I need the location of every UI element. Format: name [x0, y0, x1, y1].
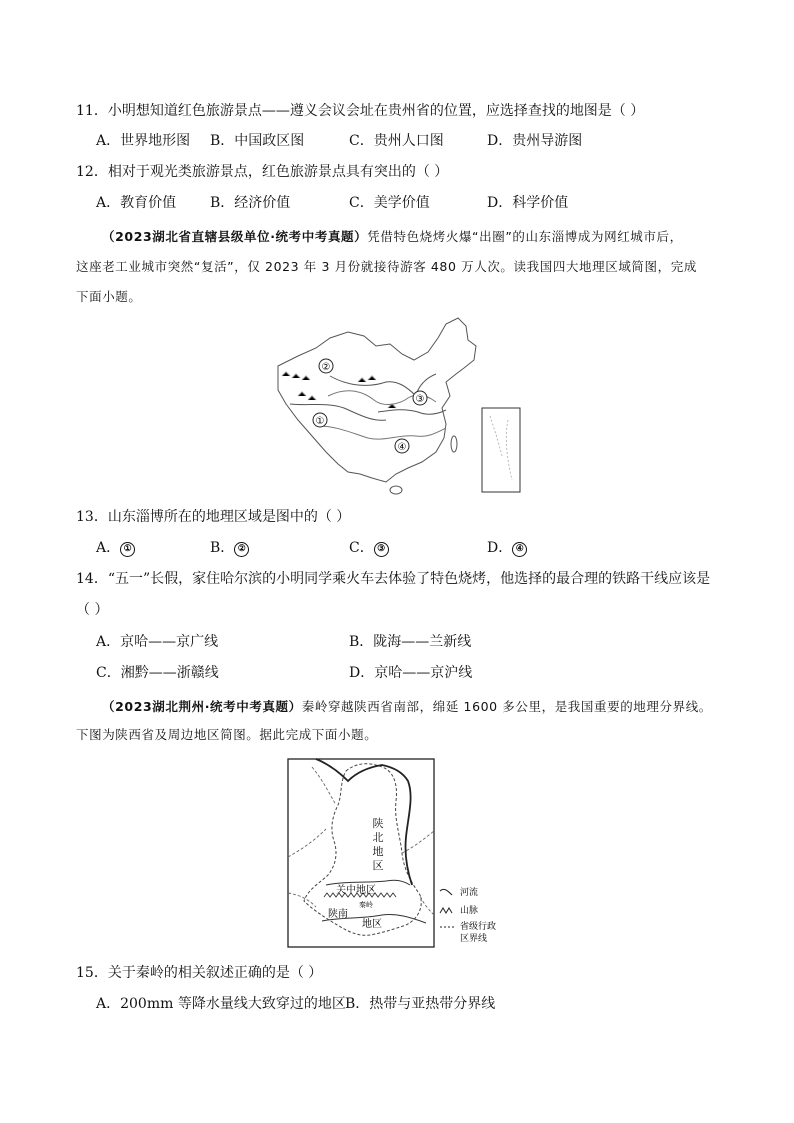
- q14-stem: 14．“五一”长假，家住哈尔滨的小明同学乘火车去体验了特色烧烤，他选择的最合理的铁路干线应该是: [76, 571, 711, 587]
- q13-option-a-mark: ①: [120, 542, 135, 557]
- label-shaannan-diqu: 地区: [362, 919, 382, 930]
- passage1-source: （2023湖北省直辖县级单位·统考中考真题）: [102, 229, 368, 244]
- q14-stem-cont: （ ）: [76, 602, 109, 618]
- q13-option-b: B． ②: [210, 538, 249, 558]
- q13-stem: 13．山东淄博所在的地理区域是图中的（ ）: [76, 509, 351, 525]
- q12-option-a: A．教育价值: [96, 195, 177, 211]
- q12-option-d: D．科学价值: [487, 195, 569, 211]
- passage1-line1: [102, 227, 683, 247]
- q15-option-a: A．200mm 等降水量线大致穿过的地区: [96, 996, 346, 1012]
- passage2-source: （2023湖北荆州·统考中考真题）: [102, 699, 302, 714]
- label-guanzhong: 关中地区: [336, 885, 376, 896]
- q13-option-a: A． ①: [96, 538, 135, 558]
- q11-option-d: D．贵州导游图: [487, 133, 583, 149]
- passage2-line2: 下图为陕西省及周边地区简图。据此完成下面小题。: [76, 727, 378, 742]
- china-regions-map: [268, 316, 528, 498]
- passage2-line1: [102, 697, 712, 717]
- region-label-2: ②: [321, 362, 331, 373]
- q11-stem: 11．小明想知道红色旅游景点——遵义会议会址在贵州省的位置，应选择查找的地图是（ ）: [76, 103, 645, 119]
- q13-option-c-mark: ③: [374, 542, 389, 557]
- q13-option-c: C． ③: [349, 538, 389, 558]
- region-label-1: ①: [315, 416, 325, 427]
- boundary-south-north: [378, 410, 446, 414]
- q14-option-d: D．京哈——京沪线: [349, 665, 473, 681]
- passage2-line1-text: 秦岭穿越陕西省南部，绵延 1600 多公里，是我国重要的地理分界线。: [301, 699, 712, 714]
- passage1-line3: 下面小题。: [76, 289, 142, 304]
- q15-stem: 15．关于秦岭的相关叙述正确的是（ ）: [76, 965, 323, 981]
- taiwan-island: [451, 436, 457, 452]
- q14-option-a: A．京哈——京广线: [96, 634, 219, 650]
- passage1-line1-text: 凭借特色烧烤火爆“出圈”的山东淄博成为网红城市后，: [367, 229, 683, 244]
- q11-option-b: B．中国政区图: [210, 133, 305, 149]
- q13-option-d-mark: ④: [512, 542, 527, 557]
- region-label-4: ④: [397, 442, 407, 453]
- legend-mountain: 山脉: [460, 906, 479, 916]
- label-shaan: 陕: [372, 817, 384, 830]
- legend-river-icon: [440, 889, 452, 895]
- label-qu: 区: [372, 859, 384, 872]
- hainan-island: [390, 486, 402, 494]
- boundary-qinghai-tibet: [290, 404, 386, 420]
- q12-stem: 12．相对于观光类旅游景点，红色旅游景点具有突出的（ ）: [76, 164, 449, 180]
- label-di: 地: [372, 845, 384, 858]
- river-yangtze: [318, 426, 446, 439]
- legend-mountain-icon: [440, 908, 452, 913]
- label-shaannan: 陕南: [328, 909, 348, 920]
- q12-option-b: B．经济价值: [210, 195, 291, 211]
- q14-option-b: B．陇海——兰新线: [349, 634, 472, 650]
- q15-option-b: B．热带与亚热带分界线: [345, 996, 496, 1012]
- q11-option-c: C．贵州人口图: [349, 133, 444, 149]
- passage1-line2: 这座老工业城市突然“复活”，仅 2023 年 3 月份就接待游客 480 万人次。读我国四大地理区域简图，完成: [76, 259, 697, 274]
- q13-option-d: D． ④: [487, 538, 527, 558]
- south-china-sea-inset: [482, 408, 520, 492]
- label-bei: 北: [372, 831, 384, 844]
- china-outline: [278, 318, 476, 482]
- q13-option-b-mark: ②: [234, 542, 249, 557]
- q12-option-c: C．美学价值: [349, 195, 430, 211]
- q11-option-a: A．世界地形图: [96, 133, 191, 149]
- region-label-3: ③: [415, 394, 425, 405]
- label-qinling: 秦岭: [359, 901, 373, 909]
- legend-river: 河流: [460, 888, 479, 898]
- legend-boundary-1: 省级行政: [460, 922, 497, 932]
- legend-boundary-2: 区界线: [460, 934, 488, 944]
- shaanxi-map: [286, 757, 502, 951]
- q14-option-c: C．湘黔——浙赣线: [96, 665, 219, 681]
- map-legend: [440, 886, 496, 944]
